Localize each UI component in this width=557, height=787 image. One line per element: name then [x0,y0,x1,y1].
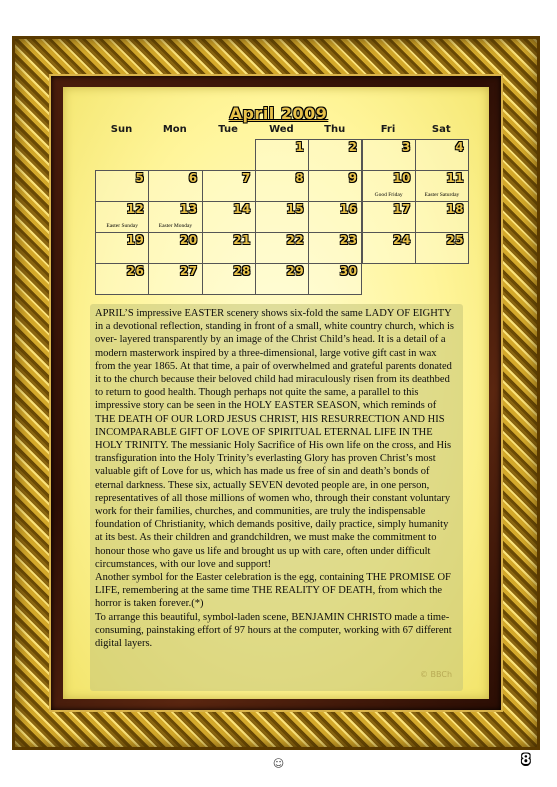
day-number: 16 [339,202,358,216]
day-number: 14 [233,202,251,216]
calendar-day-cell [95,263,149,295]
calendar-cell-empty [202,139,256,171]
weekday-wed: Wed [269,124,294,135]
weekday-sun: Sun [110,124,133,135]
holiday-label: Easter Sunday [106,223,138,229]
calendar-day-cell [415,232,469,264]
weekday-sat: Sat [431,124,451,135]
calendar-day-cell [148,201,202,233]
article-paragraph: Another symbol for the Easter celebration is the egg, containing THE PROMISE OF LIFE, remembering at the same time THE REALITY OF DEATH, from which the horror is taken forever.(*) [95,572,451,610]
page-number: 8 [521,752,532,768]
calendar-day-cell [202,232,256,264]
calendar-day-cell [415,201,469,233]
calendar-day-cell [308,263,362,295]
day-number: 29 [286,264,305,278]
calendar-day-cell [95,201,149,233]
day-number: 25 [446,233,465,247]
calendar-grid [95,139,468,294]
calendar-cell-empty [148,139,202,171]
day-number: 3 [401,140,411,154]
calendar-day-cell [148,232,202,264]
weekday-fri: Fri [380,124,396,135]
day-number: 22 [286,233,305,247]
calendar-title: April 2009 [229,104,328,123]
calendar-day-cell [148,263,202,295]
calendar-day-cell [415,170,469,202]
calendar-day-cell [362,232,416,264]
article-text-box [90,304,463,691]
calendar-day-cell [308,201,362,233]
day-number: 7 [242,171,251,185]
copyright-watermark: © BBCh [420,670,453,679]
day-number: 6 [188,171,198,185]
day-number: 28 [233,264,251,278]
day-number: 9 [348,171,358,185]
calendar-day-cell [308,170,362,202]
calendar-day-cell [362,170,416,202]
article-paragraph: To arrange this beautiful, symbol-laden scene, BENJAMIN CHRISTO made a time-consuming, painstaking effort of 97 hours at the computer, working with 67 different digital layers. [95,611,452,650]
calendar-day-cell [202,170,256,202]
calendar-day-cell [308,139,362,171]
calendar-day-cell [255,201,309,233]
day-number: 5 [135,171,145,185]
calendar-cell-empty [95,139,149,171]
day-number: 23 [339,233,358,247]
calendar-cell-empty [415,263,469,295]
weekday-header-row [95,124,468,138]
calendar-cell-empty [362,263,416,295]
day-number: 24 [393,233,411,247]
calendar-day-cell [362,139,416,171]
calendar-day-cell [362,201,416,233]
calendar-day-cell [95,232,149,264]
calendar-day-cell [255,139,309,171]
holiday-label: Easter Saturday [424,192,460,198]
calendar-day-cell [415,139,469,171]
day-number: 18 [446,202,465,216]
day-number: 20 [179,233,198,247]
day-number: 27 [179,264,198,278]
day-number: 4 [455,140,465,154]
holiday-label: Easter Monday [158,223,193,229]
weekday-mon: Mon [162,124,187,135]
calendar-day-cell [148,170,202,202]
calendar-day-cell [95,170,149,202]
weekday-tue: Tue [218,124,238,135]
day-number: 15 [286,202,305,216]
calendar-day-cell [255,232,309,264]
smiley-icon: ☺ [272,757,285,770]
day-number: 12 [126,202,145,216]
day-number: 19 [126,233,145,247]
day-number: 11 [446,171,465,185]
day-number: 30 [339,264,358,278]
article-paragraph: APRIL’S impressive EASTER scenery shows six-fold the same LADY OF EIGHTY in a devotional reflection, standing in front of a small, white country church, which is over- layered transparently by an image of the Christ Child’s head. It is a detail of a modern masterwork inspired by a three-dimensional, large votive gift cast in wax from the year 1865. At that time, a pair of overwhelmed and grateful parents donated it to the church because their beloved child had miraculously risen from its deathbed to return to good health. Though perhaps not quite the same, a parallel to this impressive story can be seen in the HOLY EASTER SEASON, which reminds of THE DEATH OF OUR LORD JESUS CHRIST, HIS RESURRECTION AND HIS INCOMPARABLE GIFT OF LOVE OF SPIRITUAL ETERNAL LIFE IN THE HOLY TRINITY. The messianic Holy Sacrifice of His own life on the cross, and His transfiguration into the Holy Trinity’s everlasting Glory has proven Christ’s most valuable gift of Love for us, which has made us free of sin and death’s bonds of eternal darkness. These six, actually SEVEN devoted people are, in one person, representatives of all those millions of women who, through their constant voluntary work for their families, churches, and communities, are truly the indispensable foundation of Christianity, which demands positive, daily practice, simply humanity at its best. As their children and grandchildren, we must make the commitment to honour those who gave us life and brought us up with care, often under difficult circumstances, with our love and support! [95,308,454,570]
calendar-day-cell [202,263,256,295]
calendar-day-cell [202,201,256,233]
day-number: 26 [126,264,145,278]
calendar-day-cell [308,232,362,264]
day-number: 8 [295,171,305,185]
day-number: 10 [393,171,411,185]
day-number: 1 [295,140,305,154]
weekday-thu: Thu [324,124,346,135]
holiday-label: Good Friday [374,192,403,198]
day-number: 2 [348,140,358,154]
day-number: 21 [233,233,251,247]
calendar-day-cell [255,170,309,202]
day-number: 13 [179,202,198,216]
calendar-day-cell [255,263,309,295]
day-number: 17 [393,202,411,216]
